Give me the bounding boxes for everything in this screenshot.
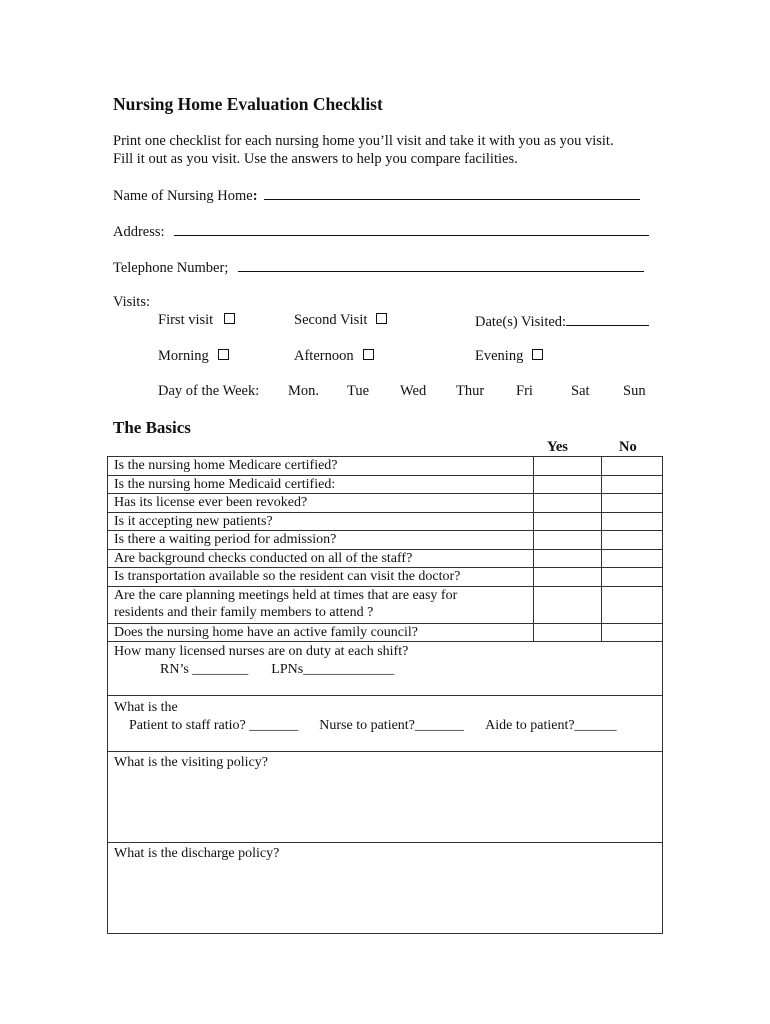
yes-answer-cell[interactable] — [534, 586, 602, 623]
telephone-field-row — [113, 258, 644, 277]
staff-ratio-cell — [108, 696, 663, 752]
table-row — [108, 457, 663, 476]
intro-line-1: Print one checklist for each nursing home you’ll visit and take it with you as you visit. — [113, 133, 614, 149]
no-answer-cell[interactable] — [602, 512, 663, 531]
yes-answer-cell[interactable] — [534, 623, 602, 642]
day-sat[interactable]: Sat — [571, 383, 590, 399]
section-heading-basics: The Basics — [113, 418, 191, 437]
yes-answer-cell[interactable] — [534, 531, 602, 550]
table-row — [108, 752, 663, 843]
care-planning-line-1: Are the care planning meetings held at times that are easy for — [114, 587, 458, 603]
day-fri[interactable]: Fri — [516, 383, 533, 399]
name-field-row — [113, 186, 640, 205]
afternoon-checkbox[interactable] — [363, 349, 374, 360]
question-cell: Does the nursing home have an active family council? — [108, 623, 534, 642]
no-answer-cell[interactable] — [602, 623, 663, 642]
no-answer-cell[interactable] — [602, 475, 663, 494]
table-row — [108, 568, 663, 587]
nurses-question: How many licensed nurses are on duty at each shift? — [114, 644, 409, 659]
telephone-input-line[interactable] — [238, 258, 644, 272]
dates-visited-input-line[interactable] — [566, 312, 649, 326]
page-title: Nursing Home Evaluation Checklist — [113, 94, 383, 114]
dates-visited-field — [475, 312, 649, 331]
name-colon: : — [252, 188, 258, 204]
question-cell: Has its license ever been revoked? — [108, 494, 534, 513]
question-cell: Is transportation available so the resident can visit the doctor? — [108, 568, 534, 587]
no-column-header: No — [619, 439, 637, 455]
question-cell: Is there a waiting period for admission? — [108, 531, 534, 550]
care-planning-line-2: residents and their family members to attend ? — [114, 605, 374, 620]
no-answer-cell[interactable] — [602, 531, 663, 550]
second-visit-label: Second Visit — [294, 312, 368, 328]
table-row — [108, 549, 663, 568]
table-row — [108, 843, 663, 934]
no-answer-cell[interactable] — [602, 586, 663, 623]
nurses-answers — [114, 661, 662, 679]
table-row — [108, 512, 663, 531]
table-row — [108, 531, 663, 550]
morning-option — [158, 348, 229, 365]
evening-checkbox[interactable] — [532, 349, 543, 360]
table-row — [108, 623, 663, 642]
discharge-policy-cell[interactable] — [108, 843, 663, 934]
table-row — [108, 696, 663, 752]
afternoon-option — [294, 348, 374, 365]
afternoon-label: Afternoon — [294, 348, 354, 364]
table-row — [108, 642, 663, 696]
dates-visited-label: Date(s) Visited: — [475, 314, 567, 330]
table-row — [108, 494, 663, 513]
aide-patient-field[interactable]: Aide to patient?______ — [485, 717, 617, 733]
rns-field[interactable]: RN’s ________ — [160, 661, 249, 677]
yes-answer-cell[interactable] — [534, 568, 602, 587]
first-visit-checkbox[interactable] — [224, 313, 235, 324]
first-visit-label: First visit — [158, 312, 214, 328]
telephone-label: Telephone Number; — [113, 260, 229, 276]
name-label: Name of Nursing Home — [113, 188, 253, 204]
day-of-week-label: Day of the Week: — [158, 383, 260, 399]
evening-option — [475, 348, 543, 365]
yes-answer-cell[interactable] — [534, 457, 602, 476]
day-mon[interactable]: Mon. — [288, 383, 320, 399]
question-cell — [108, 586, 534, 623]
discharge-policy-question: What is the discharge policy? — [114, 846, 280, 861]
name-input-line[interactable] — [264, 186, 640, 200]
yes-answer-cell[interactable] — [534, 494, 602, 513]
nurse-patient-field[interactable]: Nurse to patient?_______ — [319, 717, 464, 733]
visits-label: Visits: — [113, 294, 151, 310]
table-row — [108, 475, 663, 494]
ratio-intro: What is the — [114, 700, 178, 715]
morning-checkbox[interactable] — [218, 349, 229, 360]
basics-table — [107, 456, 663, 934]
yes-answer-cell[interactable] — [534, 512, 602, 531]
second-visit-checkbox[interactable] — [376, 313, 387, 324]
no-answer-cell[interactable] — [602, 568, 663, 587]
yes-column-header: Yes — [547, 439, 568, 455]
yes-answer-cell[interactable] — [534, 475, 602, 494]
nurses-on-duty-cell — [108, 642, 663, 696]
no-answer-cell[interactable] — [602, 494, 663, 513]
table-row — [108, 586, 663, 623]
intro-line-2: Fill it out as you visit. Use the answers to help you compare facilities. — [113, 151, 518, 167]
day-tue[interactable]: Tue — [347, 383, 370, 399]
address-field-row — [113, 222, 649, 241]
question-cell: Is the nursing home Medicare certified? — [108, 457, 534, 476]
patient-staff-ratio-field[interactable]: Patient to staff ratio? _______ — [129, 717, 299, 733]
day-wed[interactable]: Wed — [400, 383, 427, 399]
question-cell: Are background checks conducted on all of the staff? — [108, 549, 534, 568]
address-label: Address: — [113, 224, 165, 240]
address-input-line[interactable] — [174, 222, 649, 236]
morning-label: Morning — [158, 348, 209, 364]
ratio-answers — [114, 717, 662, 735]
lpns-field[interactable]: LPNs_____________ — [271, 661, 395, 677]
no-answer-cell[interactable] — [602, 549, 663, 568]
second-visit-option — [294, 312, 387, 329]
intro-text — [113, 132, 673, 168]
first-visit-option — [158, 312, 235, 329]
no-answer-cell[interactable] — [602, 457, 663, 476]
yes-answer-cell[interactable] — [534, 549, 602, 568]
day-sun[interactable]: Sun — [623, 383, 646, 399]
visiting-policy-cell[interactable] — [108, 752, 663, 843]
visiting-policy-question: What is the visiting policy? — [114, 755, 268, 770]
day-thur[interactable]: Thur — [456, 383, 485, 399]
evening-label: Evening — [475, 348, 524, 364]
question-cell: Is it accepting new patients? — [108, 512, 534, 531]
question-cell: Is the nursing home Medicaid certified: — [108, 475, 534, 494]
